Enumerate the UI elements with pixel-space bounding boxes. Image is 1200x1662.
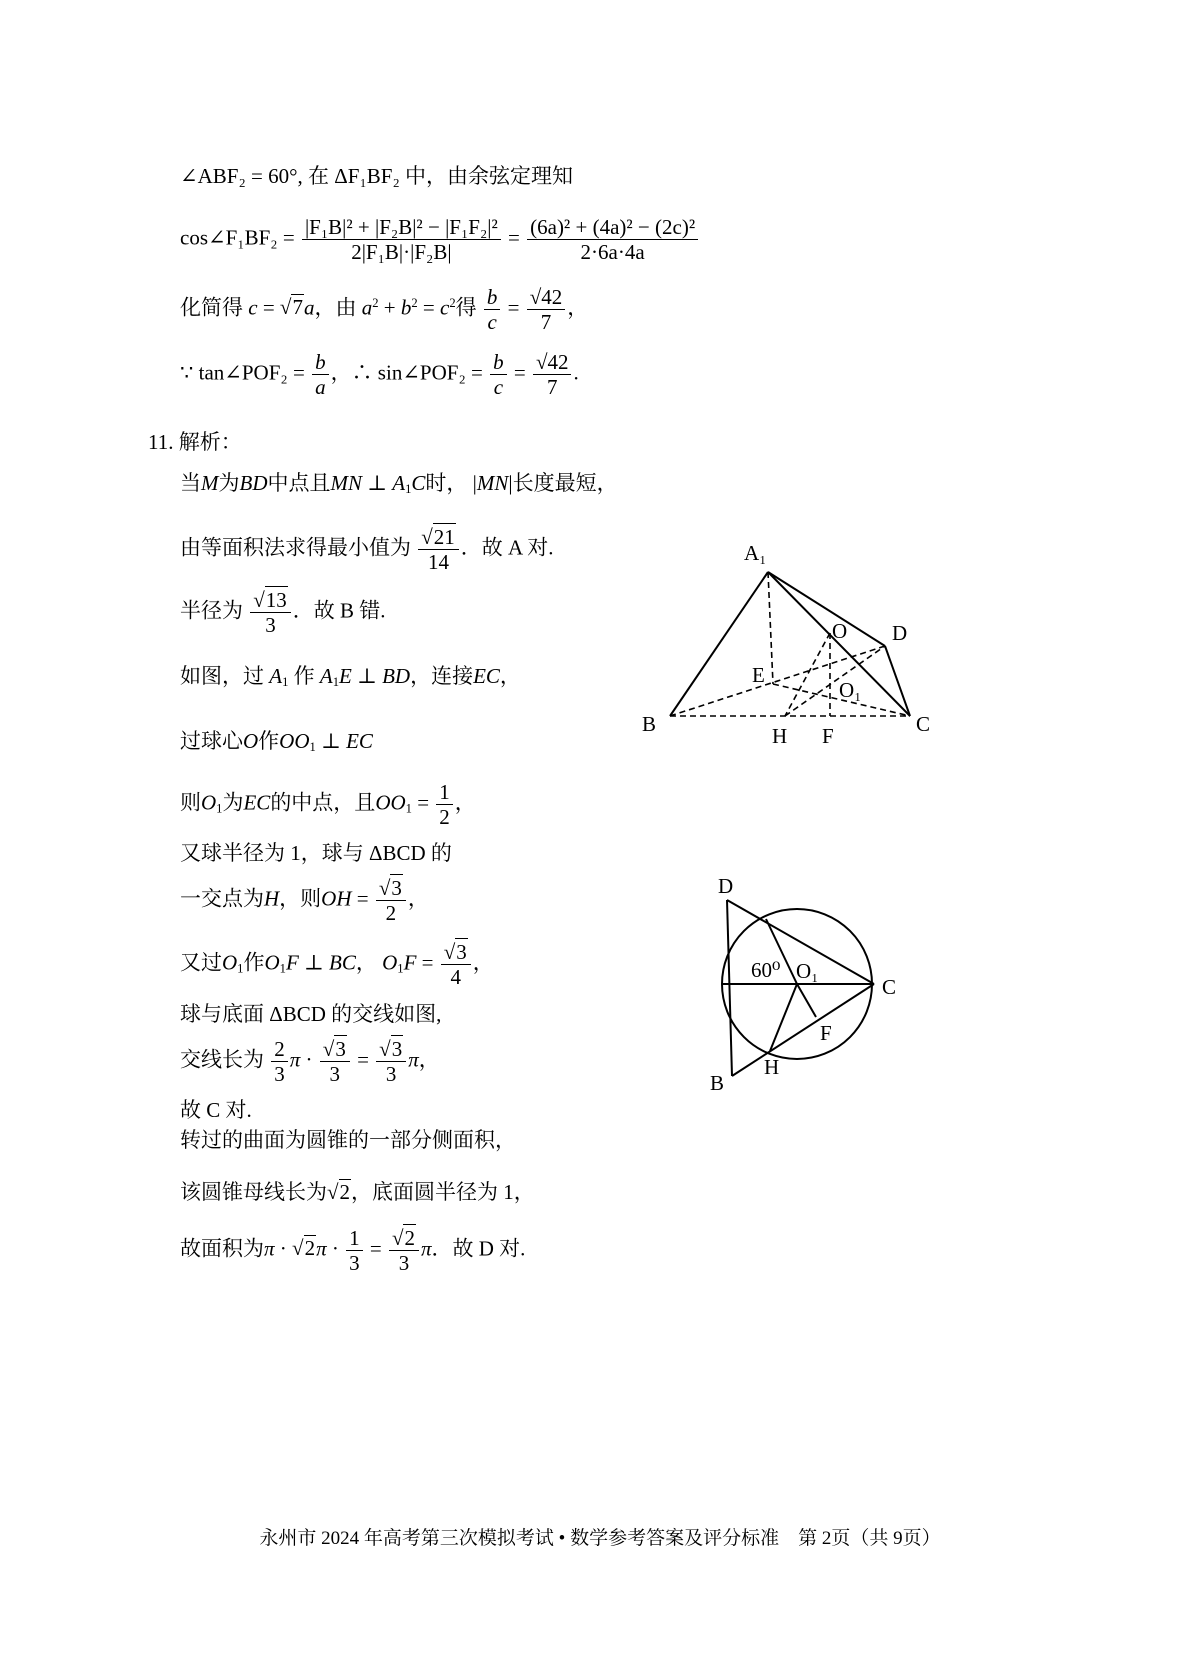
d-text-1: 如图，过 <box>180 664 264 688</box>
label-a1: A₁ <box>744 541 767 565</box>
h-text-2: ，则 <box>279 886 322 911</box>
oo1-num: 1 <box>436 780 453 805</box>
e-text-1: 过球心 <box>180 729 243 753</box>
label-f: F <box>822 724 834 748</box>
edge-a1-d <box>768 572 885 646</box>
cos-fraction-2 <box>527 215 698 264</box>
cos-den-1: 2|F₁B|·|F₂B| <box>351 240 452 265</box>
k-rad-3: 3 <box>391 1037 403 1061</box>
segment-o1-f <box>797 984 816 1017</box>
min-value-fraction: $\frac{√21}{14}$ <box>418 525 459 574</box>
i-text-3: ， <box>355 950 377 975</box>
q11-title: 11. 解析： <box>148 430 242 454</box>
a-text-4: 时， <box>425 471 468 495</box>
tan-sin-line: ∵ tan∠POF₂ = $\frac{b}{a}$ ，∴ sin∠POF₂ = $\frac{b}{c}$ = $\frac{√42}{7}$ . <box>180 350 579 400</box>
k-text-1: 交线长为 <box>180 1047 264 1072</box>
simplify-line: 化简得 c = √7a，由 $a^2 + b^2 = c^2$得 $\frac{b}{c}$ = $\frac{√42}{7}$ ， <box>180 285 589 335</box>
min-value-den: 14 <box>428 550 450 575</box>
label-angle-60: 60⁰ <box>751 958 781 982</box>
f-text-2: 为 <box>222 790 244 815</box>
label-d2: D <box>718 874 734 898</box>
cos-num-2: (6a)² + (4a)² − (2c)² <box>527 215 698 240</box>
q11-line-d: 如图，过 $A_1$ 作 $A_1E$ ⊥ BD，连接EC， <box>180 664 521 690</box>
radius-rad: 13 <box>265 588 287 612</box>
label-h2: H <box>764 1055 780 1079</box>
radius-o1-h <box>770 984 797 1051</box>
sin-result-num: √42 <box>533 350 572 375</box>
f-text-3: 的中点，且 <box>270 790 376 815</box>
sin-expr: ，∴ sin∠POF₂ = <box>330 360 483 385</box>
q11-line-l: 故 C 对. <box>180 1098 252 1122</box>
q11-line-g: 又球半径为 1，球与 ΔBCD 的 <box>180 841 452 865</box>
i-text-4: ， <box>472 950 494 975</box>
o-den-1: 3 <box>349 1251 360 1276</box>
sin-result-den: 7 <box>546 375 558 400</box>
q11-line-k: 交线长为 $\frac{2}{3}$ π · $\frac{√3}{3}$ = $\frac{√3}{3}$ π， <box>180 1037 440 1087</box>
segment-o-h <box>785 633 830 716</box>
o-num-1: 1 <box>346 1226 363 1251</box>
o-den-2: 3 <box>398 1251 410 1276</box>
d-text-4: ， <box>499 664 521 688</box>
label-b: B <box>642 712 657 736</box>
oh-fraction: $\frac{√3}{2}$ <box>376 876 406 925</box>
o1f-den: 4 <box>450 965 462 990</box>
label-c: C <box>916 712 931 736</box>
f-text-1: 则 <box>180 790 201 815</box>
sin-end: . <box>573 360 579 385</box>
tetrahedron-figure <box>640 535 960 760</box>
k-rad-2: 3 <box>335 1037 346 1061</box>
label-o1-2: O₁ <box>796 959 819 983</box>
b-text-2: ．故 A 对. <box>460 535 554 560</box>
simplify-post: 得 <box>455 295 477 320</box>
k-den-2: 3 <box>329 1062 341 1087</box>
f-text-4: ， <box>454 790 476 815</box>
i-text-2: 作 <box>243 950 265 975</box>
h-text-1: 一交点为 <box>180 886 264 911</box>
o1f-rad: 3 <box>456 940 467 964</box>
k-den-3: 3 <box>385 1062 397 1087</box>
q11-line-n: 该圆锥母线长为√2，底面圆半径为 1， <box>180 1180 535 1204</box>
result-den: 7 <box>540 310 552 335</box>
line1-text: , 在 ΔF₁BF₂ 中，由余弦定理知 <box>297 164 574 188</box>
cosine-formula: cos∠F₁BF₂ = $\frac{\text{|F₁B|² + |F₂B|² − |F₁F₂|²}}{\text{2|F₁B|·|F₂B|}}$ = $\frac{\text{(6a)² + (4a)² − (2c)²}}{2\cdot 6a\cdot 4a}$ <box>180 215 700 264</box>
q11-line-i: 又过$O_1$作$O_1F$ ⊥ BC， $O_1F$ = $\frac{√3}{4}$ ， <box>180 940 494 990</box>
label-c2: C <box>882 975 897 999</box>
oo1-den: 2 <box>439 805 450 830</box>
base-circle-figure <box>705 872 910 1094</box>
segment-h-d <box>785 646 885 716</box>
result-num: √42 <box>527 285 566 310</box>
o1f-fraction: $\frac{√3}{4}$ <box>441 940 471 989</box>
cos-den-2: 2·6a·4a <box>580 240 645 265</box>
k-text-2: ， <box>418 1047 440 1072</box>
cos-fraction-1 <box>302 215 501 264</box>
radius-den: 3 <box>265 613 276 638</box>
oh-den: 2 <box>385 901 397 926</box>
triangle-side-db <box>727 900 732 1076</box>
edge-d-c <box>885 646 910 716</box>
h-text-3: ， <box>407 886 429 911</box>
d-text-3: ，连接 <box>410 664 474 688</box>
simplify-pre: 化简得 <box>180 295 243 320</box>
n-text-1: 该圆锥母线长为 <box>180 1180 327 1204</box>
c-text-2: ．故 B 错. <box>292 598 386 623</box>
simplify-end: ， <box>567 295 589 320</box>
q11-line-h: 一交点为H，则OH = $\frac{√3}{2}$ ， <box>180 876 429 926</box>
angle-abf2-expr: ∠ABF₂ = 60° <box>180 164 298 188</box>
q11-line-a: 当M为BD中点且MN ⊥ $A_1C$时， |MN|长度最短， <box>180 471 618 497</box>
e-text-2: 作 <box>258 729 280 753</box>
radius-fraction: $\frac{√13}{3}$ <box>250 588 291 637</box>
edge-a1-b <box>670 572 768 716</box>
label-e: E <box>752 663 765 687</box>
page-footer: 永州市 2024 年高考第三次模拟考试 • 数学参考答案及评分标准 第 2页（共 9页） <box>259 1528 941 1549</box>
triangle-side-bc <box>732 984 874 1076</box>
n-text-2: ，底面圆半径为 1， <box>351 1180 535 1204</box>
o-rad-2: 2 <box>404 1226 415 1250</box>
label-o: O <box>832 619 848 643</box>
c-text-1: 半径为 <box>180 598 243 623</box>
o-text-1: 故面积为 <box>180 1236 264 1261</box>
k-den-1: 3 <box>274 1062 285 1087</box>
a-text-2: 为 <box>218 471 240 495</box>
a-text-5: 长度最短， <box>512 471 618 495</box>
a-text-3: 中点且 <box>267 471 331 495</box>
b-text-1: 由等面积法求得最小值为 <box>180 535 411 560</box>
cos-num-1: |F₁B|² + |F₂B|² − |F₁F₂|² <box>302 215 501 240</box>
tan-expr: ∵ tan∠POF₂ = <box>180 360 305 385</box>
o-text-2: ．故 D 对. <box>431 1236 526 1261</box>
eq-sign: = <box>513 360 526 385</box>
d-text-2: 作 <box>293 664 315 688</box>
oo1-fraction <box>436 780 453 829</box>
simplify-mid: ，由 <box>314 295 357 320</box>
k-num-1: 2 <box>271 1037 288 1062</box>
q11-line-o: 故面积为π · √2π · $\frac{1}{3}$ = $\frac{√2}{3}$ π．故 D 对. <box>180 1226 526 1276</box>
a-text-1: 当 <box>180 471 201 495</box>
q11-line-m: 转过的曲面为圆锥的一部分侧面积， <box>180 1128 516 1152</box>
result-fraction <box>527 285 566 334</box>
min-value-rad: 21 <box>433 525 455 549</box>
q11-line-b <box>180 525 554 574</box>
label-d: D <box>892 621 908 645</box>
slant-rad: 2 <box>339 1180 351 1204</box>
cos-lhs: cos∠F₁BF₂ = <box>180 225 295 250</box>
q11-line-e: 过球心O作$OO_1$ ⊥ EC <box>180 729 373 755</box>
q11-line-f: 则$O_1$为EC的中点，且$OO_1$ = $\frac{1}{2}$ ， <box>180 780 476 830</box>
i-text-1: 又过 <box>180 950 222 975</box>
label-h: H <box>772 724 788 748</box>
label-b2: B <box>710 1071 725 1094</box>
q11-line-c <box>180 588 386 637</box>
sin-result-fraction <box>533 350 572 399</box>
q11-line-j: 球与底面 ΔBCD 的交线如图, <box>180 1002 442 1026</box>
segment-a1-e <box>768 572 773 684</box>
label-o1: O₁ <box>839 678 862 702</box>
label-f2: F <box>820 1021 832 1045</box>
line-angle-abf2 <box>180 164 573 189</box>
oh-rad: 3 <box>391 876 402 900</box>
